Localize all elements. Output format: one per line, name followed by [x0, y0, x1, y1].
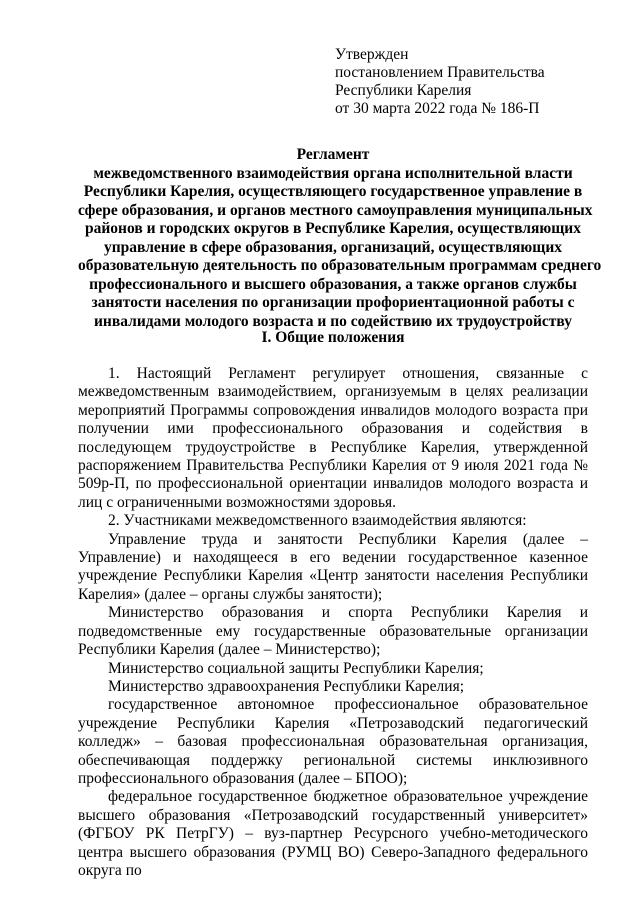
document-body [78, 365, 588, 880]
approval-line: Республики Карелия [335, 82, 472, 99]
document-title [78, 146, 602, 331]
paragraph: государственное автономное профессиональное образовательное учреждение Республики Карелия «Петрозаводский педагогический колледж» – базовая профессиональная образовательная организация, обеспечивающая поддержку региональной системы инклюзивного профессионального образования (далее – БПОО); [78, 696, 588, 787]
title-line: Республики Карелия, осуществляющего государственное управление в [83, 183, 583, 200]
paragraph: Министерство здравоохранения Республики Карелия; [108, 677, 465, 695]
title-line: образовательную деятельность по образовательным программам среднего [78, 257, 602, 274]
approval-stamp [335, 46, 545, 118]
approval-date-line: от 30 марта 2022 года № 186-П [335, 100, 540, 117]
paragraph: 1. Настоящий Регламент регулирует отношения, связанные с межведомственным взаимодействием, организуемым в целях реализации мероприятий Программы сопровождения инвалидов молодого возраста при получении ими профессионального образования и содействия в последующем трудоустройстве в Республике Карелия, утвержденной распоряжением Правительства Республики Карелия от 9 июля 2021 года № 509р-П, по профессиональной ориентации инвалидов молодого возраста и лиц с ограниченными возможностями здоровья. [78, 365, 588, 511]
paragraph: Управление труда и занятости Республики Карелия (далее – Управление) и находящееся в его ведении государственное казенное учреждение Республики Карелия «Центр занятости населения Республики Карелия» (далее – органы службы занятости); [78, 530, 588, 603]
title-line: профессионального и высшего образования, а также органов службы [89, 275, 577, 293]
title-line: занятости населения по организации профориентационной работы с [91, 294, 575, 311]
approval-line: Утвержден [335, 46, 409, 63]
title-line: сфере образования, и органов местного самоуправления муниципальных [78, 201, 593, 219]
title-line: инвалидами молодого возраста и по содействию их трудоустройству [94, 312, 572, 330]
approval-line: постановлением Правительства [335, 64, 545, 81]
paragraph: Министерство образования и спорта Республики Карелия и подведомственные ему государственные образовательные организации Республики Карелия (далее – Министерство); [78, 604, 588, 659]
section-heading: I. Общие положения [261, 329, 405, 346]
title-line: управление в сфере образования, организаций, осуществляющих [103, 238, 563, 256]
paragraph: 2. Участниками межведомственного взаимодействия являются: [108, 512, 527, 530]
title-line: межведомственного взаимодействия органа исполнительной власти [93, 164, 573, 182]
title-heading: Регламент [296, 146, 370, 163]
title-line: районов и городских округов в Республике Карелия, осуществляющих [85, 220, 581, 237]
paragraph: Министерство социальной защиты Республики Карелия; [108, 659, 484, 677]
paragraph: федеральное государственное бюджетное образовательное учреждение высшего образования «Петрозаводский государственный университет» (ФГБОУ РК ПетрГУ) – вуз-партнер Ресурсного учебно-методического центра высшего образования (РУМЦ ВО) Северо-Западного федерального округа по [78, 788, 588, 879]
